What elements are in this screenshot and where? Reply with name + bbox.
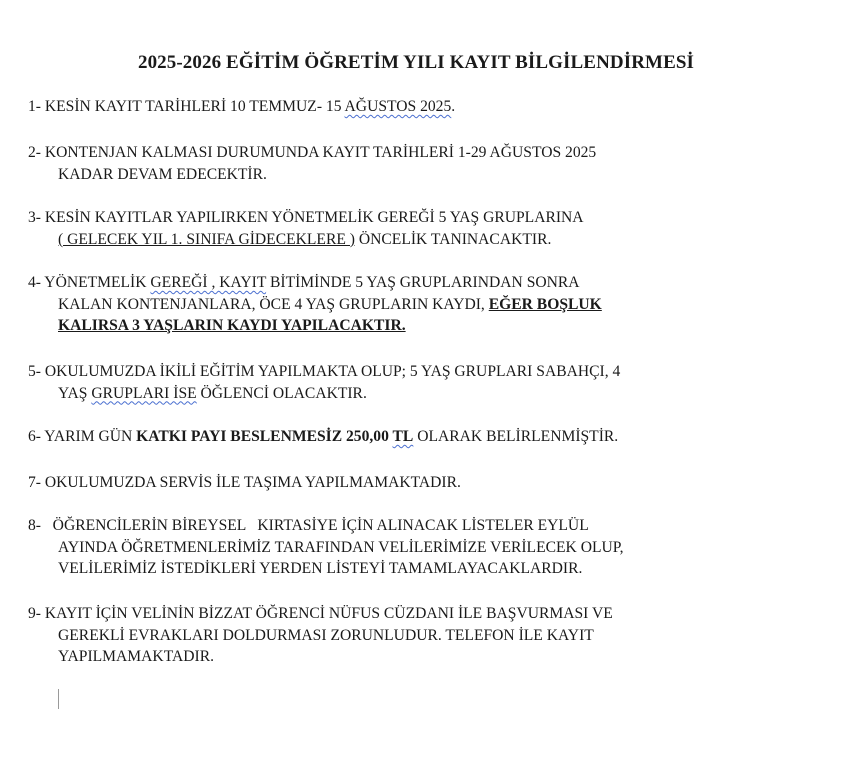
bold-underlined-run: EĞER BOŞLUK [488,295,602,313]
text-run: KALAN KONTENJANLARA, ÖCE 4 YAŞ GRUPLARIN KAYDI, [58,295,489,313]
item-9-line-3 [28,646,828,668]
bold-underlined-run: KALIRSA 3 YAŞLARIN KAYDI YAPILACAKTIR. [58,317,406,335]
text-run: 8- ÖĞRENCİLERİN BİREYSEL KIRTASİYE İÇİN ALINACAK LİSTELER EYLÜL [28,517,589,534]
list-item-8 [28,515,828,580]
underlined-run: ( GELECEK YIL 1. SINIFA GİDECEKLERE ) [58,230,355,248]
text-run: 4- YÖNETMELİK [28,274,151,291]
bold-run: KATKI PAYI BESLENMESİZ 250,00 [136,428,393,445]
spellcheck-run: GEREĞİ , KAYIT [150,274,267,291]
item-8-line-3 [28,558,828,580]
spellcheck-run: GRUPLARI İSE [91,384,197,402]
list-item-2 [28,142,828,185]
list-item-1 [28,96,828,118]
item-9-line-1 [28,603,828,625]
list-item-4 [28,272,828,337]
text-run: VELİLERİMİZ İSTEDİKLERİ YERDEN LİSTEYİ TAMAMLAYACAKLARDIR. [58,560,583,578]
list-item-6 [28,426,828,448]
item-8-line-1 [28,515,828,537]
document-title: 2025-2026 EĞİTİM ÖĞRETİM YILI KAYIT BİLGİLENDİRMESİ [137,52,695,73]
text-run: AYINDA ÖĞRETMENLERİMİZ TARAFINDAN VELİLERİMİZE VERİLECEK OLUP, [58,538,624,556]
item-4-line-3 [28,315,828,337]
text-run: 9- KAYIT İÇİN VELİNİN BİZZAT ÖĞRENCİ NÜFUS CÜZDANI İLE BAŞVURMASI VE [28,605,613,622]
text-run: 2- KONTENJAN KALMASI DURUMUNDA KAYIT TARİHLERİ 1-29 AĞUSTOS 2025 [28,144,597,161]
text-run: KADAR DEVAM EDECEKTİR. [58,165,267,183]
item-8-line-2 [28,537,828,559]
spellcheck-run: AĞUSTOS 2025 [344,98,452,115]
item-5-line-2 [28,383,828,405]
text-run: . [451,98,456,115]
item-3-line-2 [28,229,828,251]
text-run: GEREKLİ EVRAKLARI DOLDURMASI ZORUNLUDUR. TELEFON İLE KAYIT [58,626,594,644]
item-9-line-2 [28,625,828,647]
item-3-line-1 [28,207,828,229]
text-run: 3- KESİN KAYITLAR YAPILIRKEN YÖNETMELİK GEREĞİ 5 YAŞ GRUPLARINA [28,209,584,226]
text-run: 7- OKULUMUZDA SERVİS İLE TAŞIMA YAPILMAMAKTADIR. [28,474,461,491]
list-item-3 [28,207,828,250]
text-run: 5- OKULUMUZDA İKİLİ EĞİTİM YAPILMAKTA OLUP; 5 YAŞ GRUPLARI SABAHÇI, 4 [28,363,621,380]
text-run: 6- YARIM GÜN [28,428,137,445]
text-run: ÖĞLENCİ OLACAKTIR. [196,384,367,402]
item-1-line-1 [28,96,828,118]
bold-spellcheck-run: TL [392,428,414,445]
text-run: YAPILMAMAKTADIR. [58,648,214,666]
text-run: ÖNCELİK TANINACAKTIR. [354,230,552,248]
text-cursor[interactable] [58,689,59,709]
item-7-line-1 [28,472,828,494]
item-2-line-1 [28,142,828,164]
item-6-line-1 [28,426,828,448]
list-item-7 [28,472,828,494]
item-4-line-1 [28,272,828,294]
text-run: YAŞ [58,384,92,402]
list-item-5 [28,361,828,404]
item-4-line-2 [28,294,828,316]
item-2-line-2 [28,164,828,186]
item-5-line-1 [28,361,828,383]
text-run: 1- KESİN KAYIT TARİHLERİ 10 TEMMUZ- 15 [28,98,345,115]
text-run: OLARAK BELİRLENMİŞTİR. [413,428,619,445]
text-run: BİTİMİNDE 5 YAŞ GRUPLARINDAN SONRA [266,274,580,291]
list-item-9 [28,603,828,668]
